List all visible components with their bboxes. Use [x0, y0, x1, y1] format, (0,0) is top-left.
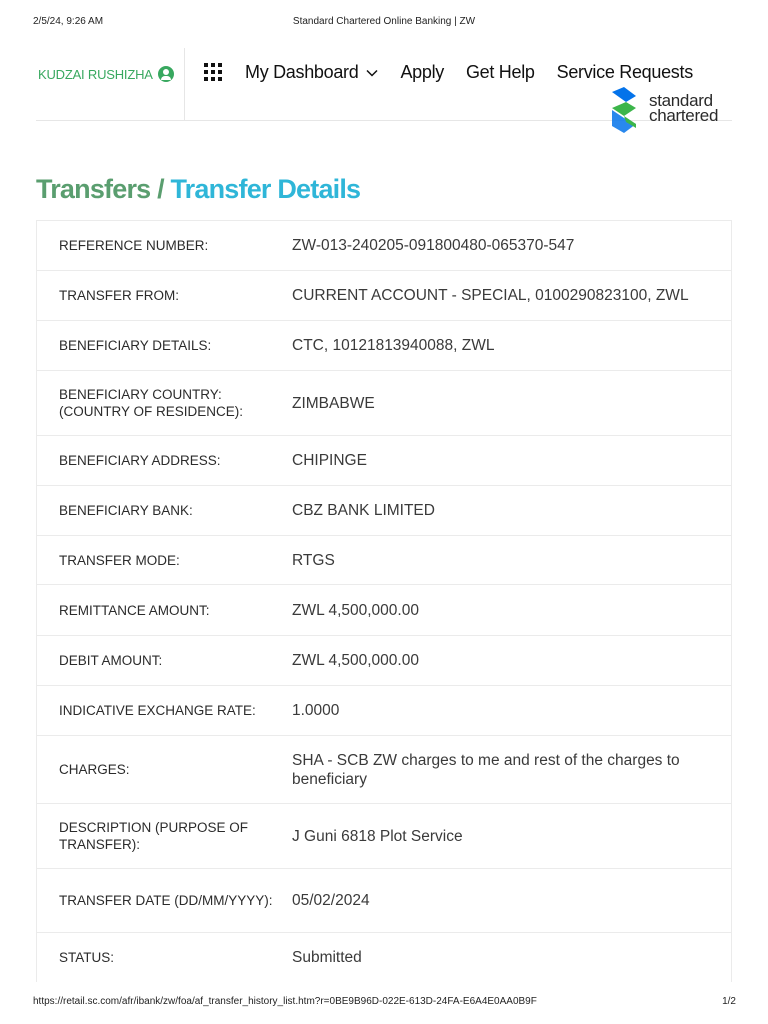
detail-value: ZW-013-240205-091800480-065370-547: [292, 237, 575, 254]
top-navigation-bar: [36, 44, 732, 125]
print-datetime: 2/5/24, 9:26 AM: [33, 16, 104, 27]
breadcrumb-separator: /: [150, 174, 171, 204]
detail-row: [37, 485, 731, 535]
detail-label: TRANSFER MODE:: [59, 552, 180, 568]
detail-label: REMITTANCE AMOUNT:: [59, 602, 210, 618]
detail-value: ZWL 4,500,000.00: [292, 652, 419, 669]
detail-row: [37, 735, 731, 803]
main-nav: [245, 62, 693, 83]
print-footer: [0, 996, 768, 1010]
standard-chartered-logo[interactable]: [606, 86, 736, 134]
breadcrumb-current: Transfer Details: [170, 174, 361, 204]
breadcrumb-transfers[interactable]: Transfers: [36, 174, 151, 204]
nav-service-requests-label: Service Requests: [556, 62, 693, 82]
nav-service-requests[interactable]: [557, 62, 693, 83]
nav-get-help-label: Get Help: [465, 62, 535, 82]
detail-value: Submitted: [292, 949, 362, 966]
user-name: KUDZAI RUSHIZHA: [38, 66, 153, 82]
detail-value: CBZ BANK LIMITED: [292, 502, 435, 519]
nav-my-dashboard-label: My Dashboard: [245, 62, 359, 82]
detail-value: CURRENT ACCOUNT - SPECIAL, 0100290823100, ZWL: [292, 287, 689, 304]
detail-row: [37, 320, 731, 370]
chevron-down-icon: [366, 67, 378, 79]
user-menu[interactable]: [38, 66, 174, 82]
detail-value: ZIMBABWE: [292, 394, 375, 412]
detail-label: BENEFICIARY COUNTRY: (COUNTRY OF RESIDENCE):: [59, 387, 244, 419]
detail-value: RTGS: [292, 551, 335, 569]
detail-row: [37, 535, 731, 584]
detail-row: [37, 220, 731, 270]
print-url: https://retail.sc.com/afr/ibank/zw/foa/af_transfer_history_list.htm?r=0BE9B96D-022E-613D-24FA-E6A4E0AA0B9F: [33, 996, 537, 1007]
print-page-title: Standard Chartered Online Banking | ZW: [292, 16, 476, 27]
detail-label: BENEFICIARY DETAILS:: [59, 338, 212, 353]
detail-row: [37, 584, 731, 635]
detail-label: INDICATIVE EXCHANGE RATE:: [59, 703, 256, 718]
detail-label: BENEFICIARY ADDRESS:: [59, 453, 221, 468]
detail-row: [37, 270, 731, 320]
grid-menu-icon[interactable]: [204, 63, 222, 81]
page-title: [36, 174, 360, 205]
detail-value: CHIPINGE: [292, 452, 367, 469]
detail-label: DEBIT AMOUNT:: [59, 653, 163, 668]
detail-label: REFERENCE NUMBER:: [59, 238, 209, 253]
logo-line-2: chartered: [649, 106, 719, 125]
divider: [184, 48, 185, 120]
detail-label: CHARGES:: [59, 762, 130, 777]
detail-row: [37, 868, 731, 932]
transfer-details-table: [36, 220, 732, 982]
detail-value: J Guni 6818 Plot Service: [292, 827, 463, 845]
detail-row: [37, 370, 731, 435]
detail-label: TRANSFER FROM:: [59, 288, 179, 303]
detail-value: ZWL 4,500,000.00: [292, 601, 419, 619]
print-page-number: 1/2: [722, 996, 736, 1007]
detail-row: [37, 803, 731, 868]
detail-label: BENEFICIARY BANK:: [59, 503, 193, 518]
print-header: [0, 16, 768, 30]
detail-row: [37, 635, 731, 685]
logo-mark-icon: [606, 86, 642, 134]
detail-label: TRANSFER DATE (DD/MM/YYYY):: [59, 893, 273, 908]
detail-value: 05/02/2024: [292, 892, 370, 909]
logo-wordmark: [649, 93, 718, 123]
detail-row: [37, 685, 731, 735]
detail-row: [37, 435, 731, 485]
detail-value: 1.0000: [292, 702, 340, 719]
nav-apply-label: Apply: [400, 62, 444, 82]
detail-label: DESCRIPTION (PURPOSE OF TRANSFER):: [59, 820, 249, 852]
detail-row: [37, 932, 731, 982]
nav-my-dashboard[interactable]: [245, 62, 378, 83]
nav-get-help[interactable]: [466, 62, 535, 83]
detail-value: SHA - SCB ZW charges to me and rest of the charges to beneficiary: [292, 751, 680, 788]
logo-line-1: standard: [649, 91, 713, 110]
detail-label: STATUS:: [59, 950, 115, 965]
user-circle-icon: [158, 66, 174, 82]
detail-value: CTC, 10121813940088, ZWL: [292, 337, 495, 354]
nav-apply[interactable]: [400, 62, 444, 83]
